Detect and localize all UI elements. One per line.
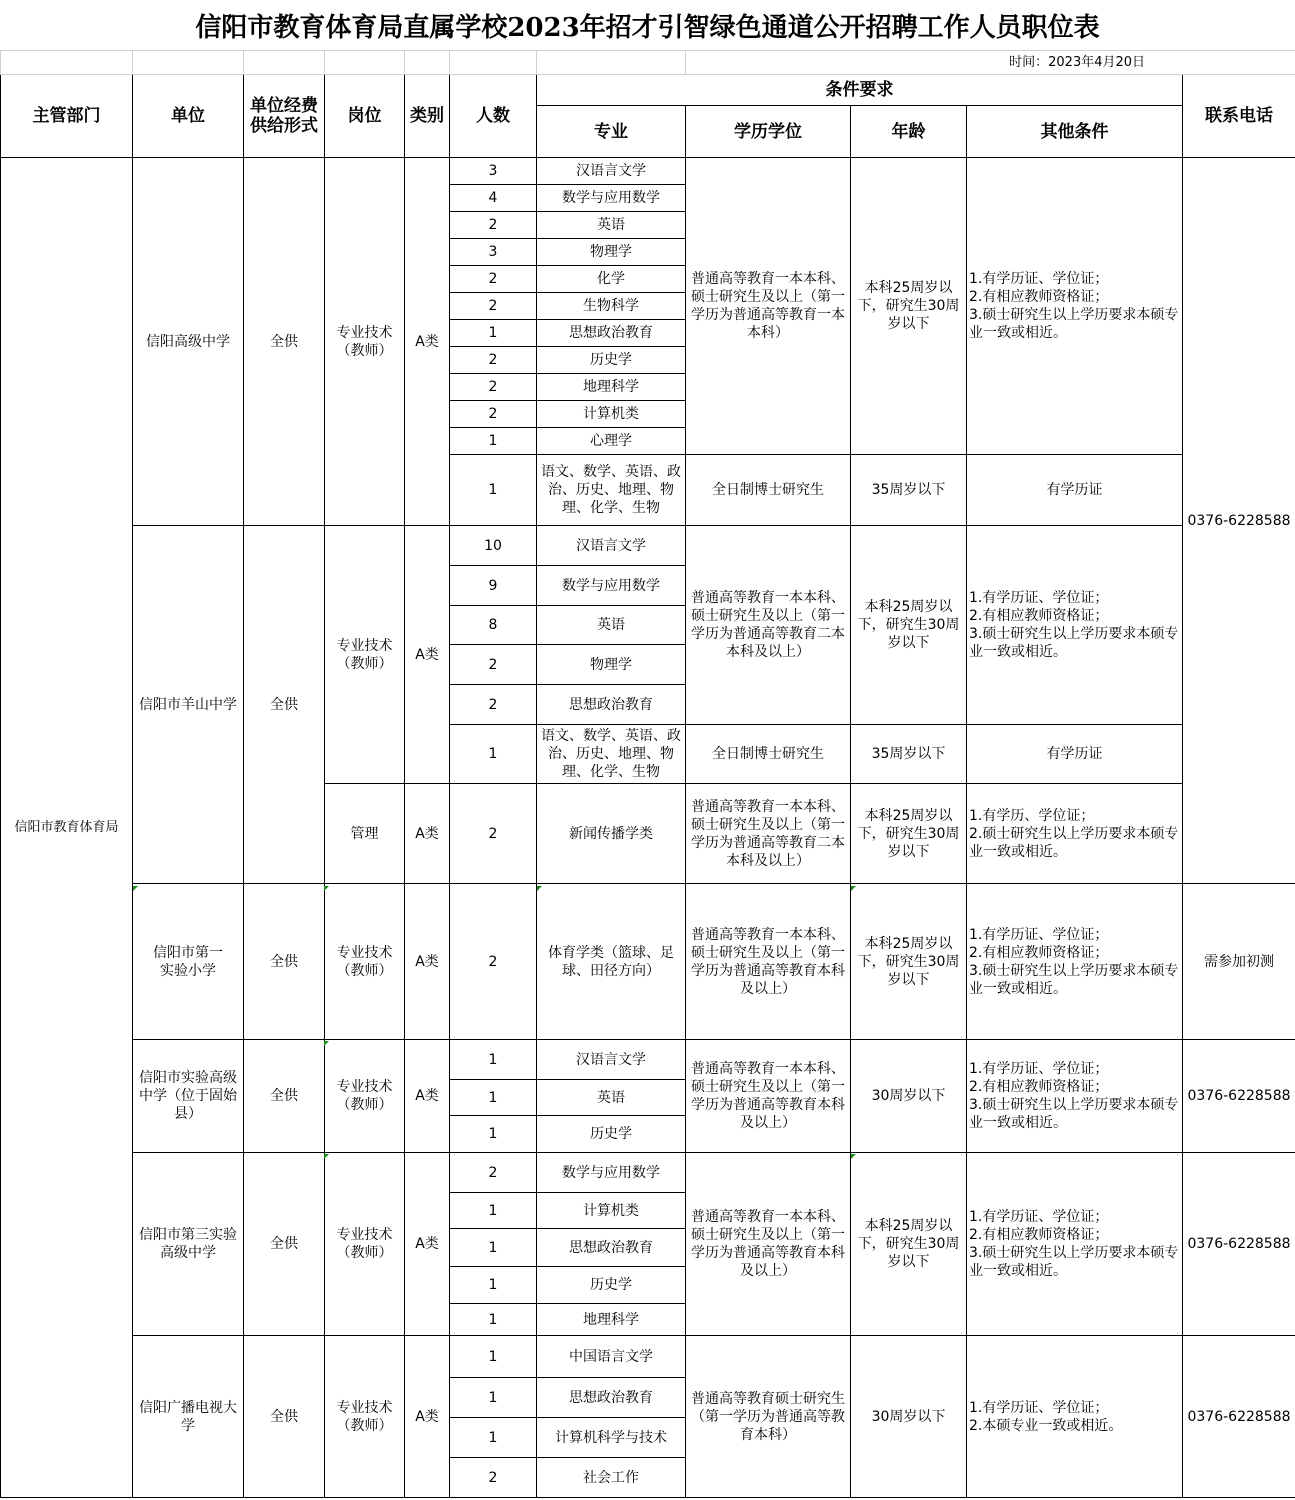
- phone-cell: 需参加初测: [1183, 884, 1295, 1040]
- degree-cell: 普通高等教育一本本科、硕士研究生及以上（第一学历为普通高等教育本科及以上）: [686, 884, 851, 1040]
- other-cell: 1.有学历证、学位证； 2.有相应教师资格证； 3.硕士研究生以上学历要求本硕专业一致或相近。: [967, 1153, 1183, 1336]
- degree-cell: 普通高等教育一本本科、硕士研究生及以上（第一学历为普通高等教育一本本科）: [686, 158, 851, 455]
- table-row: [1, 158, 1295, 185]
- major-cell: 汉语言文学: [537, 526, 686, 566]
- age-cell: 30周岁以下: [851, 1040, 967, 1153]
- count-cell: 3: [450, 158, 537, 185]
- unit-name: 信阳高级中学: [133, 158, 244, 526]
- header-category: 类别: [405, 75, 450, 158]
- major-cell: 汉语言文学: [537, 158, 686, 185]
- cell-marker-icon: [324, 1041, 329, 1046]
- other-cell: 1.有学历、学位证； 2.硕士研究生以上学历要求本硕专业一致或相近。: [967, 784, 1183, 884]
- other-cell: 1.有学历证、学位证； 2.有相应教师资格证； 3.硕士研究生以上学历要求本硕专业一致或相近。: [967, 884, 1183, 1040]
- table-row: [1, 1153, 1295, 1193]
- age-cell: 35周岁以下: [851, 455, 967, 526]
- major-cell: 思想政治教育: [537, 1378, 686, 1418]
- page-title: 信阳市教育体育局直属学校2023年招才引智绿色通道公开招聘工作人员职位表: [195, 12, 1100, 43]
- major-cell: 物理学: [537, 239, 686, 266]
- date-label: 时间：2023年4月20日: [686, 51, 1295, 75]
- phone-cell: 0376-6228588: [1183, 1336, 1295, 1498]
- age-cell: 本科25周岁以下，研究生30周岁以下: [851, 1153, 967, 1336]
- header-major: 专业: [537, 106, 686, 158]
- major-cell: 心理学: [537, 428, 686, 455]
- major-cell: 思想政治教育: [537, 685, 686, 725]
- degree-cell: 全日制博士研究生: [686, 725, 851, 784]
- post-cell: 专业技术（教师）: [325, 158, 405, 526]
- unit-name: 信阳市实验高级中学（位于固始县）: [133, 1040, 244, 1153]
- age-cell: 本科25周岁以下，研究生30周岁以下: [851, 158, 967, 455]
- header-phone: 联系电话: [1183, 75, 1295, 158]
- major-cell: 思想政治教育: [537, 1229, 686, 1267]
- count-cell: 1: [450, 1378, 537, 1418]
- count-cell: 1: [450, 320, 537, 347]
- header-count: 人数: [450, 75, 537, 158]
- major-cell: 思想政治教育: [537, 320, 686, 347]
- major-cell: 语文、数学、英语、政治、历史、地理、物理、化学、生物: [537, 455, 686, 526]
- category-cell: A类: [405, 526, 450, 784]
- major-cell: 社会工作: [537, 1458, 686, 1498]
- other-cell: 有学历证: [967, 725, 1183, 784]
- major-cell: 物理学: [537, 645, 686, 685]
- category-cell: A类: [405, 1040, 450, 1153]
- funding-cell: 全供: [244, 884, 325, 1040]
- category-cell: A类: [405, 158, 450, 526]
- category-cell: A类: [405, 1336, 450, 1498]
- count-cell: 2: [450, 401, 537, 428]
- major-cell: 英语: [537, 212, 686, 239]
- major-cell: 英语: [537, 606, 686, 645]
- degree-cell: 普通高等教育硕士研究生（第一学历为普通高等教育本科）: [686, 1336, 851, 1498]
- cell-marker-icon: [851, 886, 856, 891]
- major-cell: 地理科学: [537, 1304, 686, 1336]
- count-cell: 10: [450, 526, 537, 566]
- age-cell: 35周岁以下: [851, 725, 967, 784]
- table-row: [1, 526, 1295, 566]
- count-cell: 1: [450, 1080, 537, 1116]
- category-cell: A类: [405, 784, 450, 884]
- count-cell: 2: [450, 1153, 537, 1193]
- count-cell: 1: [450, 725, 537, 784]
- major-cell: 汉语言文学: [537, 1040, 686, 1080]
- header-age: 年龄: [851, 106, 967, 158]
- header-dept: 主管部门: [1, 75, 133, 158]
- phone-cell: 0376-6228588: [1183, 1153, 1295, 1336]
- count-cell: 1: [450, 428, 537, 455]
- cell-marker-icon: [537, 886, 542, 891]
- age-cell: 30周岁以下: [851, 1336, 967, 1498]
- positions-table: [0, 157, 1295, 1498]
- unit-name: 信阳广播电视大学: [133, 1336, 244, 1498]
- table-row: [1, 1040, 1295, 1080]
- funding-cell: 全供: [244, 1153, 325, 1336]
- count-cell: 1: [450, 1336, 537, 1378]
- header-unit: 单位: [133, 75, 244, 158]
- funding-cell: 全供: [244, 1336, 325, 1498]
- count-cell: 1: [450, 1267, 537, 1304]
- table-row: [1, 884, 1295, 1040]
- cell-marker-icon: [133, 886, 138, 891]
- post-cell: 专业技术（教师）: [325, 1040, 405, 1153]
- major-cell: 数学与应用数学: [537, 566, 686, 606]
- degree-cell: 普通高等教育一本本科、硕士研究生及以上（第一学历为普通高等教育本科及以上）: [686, 1153, 851, 1336]
- other-cell: 1.有学历证、学位证； 2.有相应教师资格证； 3.硕士研究生以上学历要求本硕专业一致或相近。: [967, 526, 1183, 725]
- degree-cell: 全日制博士研究生: [686, 455, 851, 526]
- count-cell: 1: [450, 1229, 537, 1267]
- count-cell: 2: [450, 645, 537, 685]
- age-cell: 本科25周岁以下，研究生30周岁以下: [851, 784, 967, 884]
- post-cell: 专业技术（教师）: [325, 884, 405, 1040]
- cell-marker-icon: [324, 886, 329, 891]
- count-cell: 3: [450, 239, 537, 266]
- count-cell: 2: [450, 685, 537, 725]
- count-cell: 9: [450, 566, 537, 606]
- phone-cell: 0376-6228588: [1183, 1040, 1295, 1153]
- major-cell: 数学与应用数学: [537, 185, 686, 212]
- count-cell: 2: [450, 293, 537, 320]
- major-cell: 中国语言文学: [537, 1336, 686, 1378]
- age-cell: 本科25周岁以下，研究生30周岁以下: [851, 526, 967, 725]
- header-degree: 学历学位: [686, 106, 851, 158]
- major-cell: 语文、数学、英语、政治、历史、地理、物理、化学、生物: [537, 725, 686, 784]
- other-cell: 1.有学历证、学位证； 2.有相应教师资格证； 3.硕士研究生以上学历要求本硕专业一致或相近。: [967, 1040, 1183, 1153]
- major-cell: 历史学: [537, 1267, 686, 1304]
- unit-name: 信阳市第三实验高级中学: [133, 1153, 244, 1336]
- phone-cell: 0376-6228588: [1183, 158, 1295, 884]
- post-cell: 管理: [325, 784, 405, 884]
- table-row: [1, 1336, 1295, 1378]
- count-cell: 1: [450, 1304, 537, 1336]
- major-cell: 历史学: [537, 347, 686, 374]
- funding-cell: 全供: [244, 158, 325, 526]
- count-cell: 2: [450, 374, 537, 401]
- major-cell: 地理科学: [537, 374, 686, 401]
- header-conditions: 条件要求: [537, 75, 1183, 106]
- count-cell: 2: [450, 212, 537, 239]
- major-cell: 英语: [537, 1080, 686, 1116]
- count-cell: 2: [450, 1458, 537, 1498]
- degree-cell: 普通高等教育一本本科、硕士研究生及以上（第一学历为普通高等教育二本本科及以上）: [686, 784, 851, 884]
- header-other: 其他条件: [967, 106, 1183, 158]
- post-cell: 专业技术（教师）: [325, 1153, 405, 1336]
- count-cell: 8: [450, 606, 537, 645]
- degree-cell: 普通高等教育一本本科、硕士研究生及以上（第一学历为普通高等教育二本本科及以上）: [686, 526, 851, 725]
- major-cell: 历史学: [537, 1116, 686, 1153]
- other-cell: 有学历证: [967, 455, 1183, 526]
- major-cell: 计算机科学与技术: [537, 1418, 686, 1458]
- major-cell: 化学: [537, 266, 686, 293]
- category-cell: A类: [405, 1153, 450, 1336]
- degree-cell: 普通高等教育一本本科、硕士研究生及以上（第一学历为普通高等教育本科及以上）: [686, 1040, 851, 1153]
- unit-name: 信阳市第一实验小学: [133, 884, 244, 1040]
- count-cell: 2: [450, 784, 537, 884]
- funding-cell: 全供: [244, 1040, 325, 1153]
- count-cell: 1: [450, 1040, 537, 1080]
- count-cell: 2: [450, 884, 537, 1040]
- count-cell: 1: [450, 1418, 537, 1458]
- major-cell: 数学与应用数学: [537, 1153, 686, 1193]
- major-cell: 新闻传播学类: [537, 784, 686, 884]
- post-cell: 专业技术（教师）: [325, 526, 405, 784]
- header-funding: 单位经费供给形式: [244, 75, 325, 158]
- header-post: 岗位: [325, 75, 405, 158]
- age-cell: 本科25周岁以下，研究生30周岁以下: [851, 884, 967, 1040]
- major-cell: 计算机类: [537, 401, 686, 428]
- table-header: [0, 50, 1295, 158]
- category-cell: A类: [405, 884, 450, 1040]
- other-cell: 1.有学历证、学位证； 2.有相应教师资格证； 3.硕士研究生以上学历要求本硕专业一致或相近。: [967, 158, 1183, 455]
- count-cell: 4: [450, 185, 537, 212]
- funding-cell: 全供: [244, 526, 325, 884]
- major-cell: 体育学类（篮球、足球、田径方向）: [537, 884, 686, 1040]
- major-cell: 生物科学: [537, 293, 686, 320]
- count-cell: 2: [450, 266, 537, 293]
- unit-name: 信阳市羊山中学: [133, 526, 244, 884]
- count-cell: 1: [450, 455, 537, 526]
- post-cell: 专业技术（教师）: [325, 1336, 405, 1498]
- cell-marker-icon: [324, 1154, 329, 1159]
- cell-marker-icon: [851, 1154, 856, 1159]
- count-cell: 1: [450, 1193, 537, 1229]
- other-cell: 1.有学历证、学位证； 2.本硕专业一致或相近。: [967, 1336, 1183, 1498]
- major-cell: 计算机类: [537, 1193, 686, 1229]
- count-cell: 1: [450, 1116, 537, 1153]
- count-cell: 2: [450, 347, 537, 374]
- dept-cell: 信阳市教育体育局: [1, 158, 133, 1498]
